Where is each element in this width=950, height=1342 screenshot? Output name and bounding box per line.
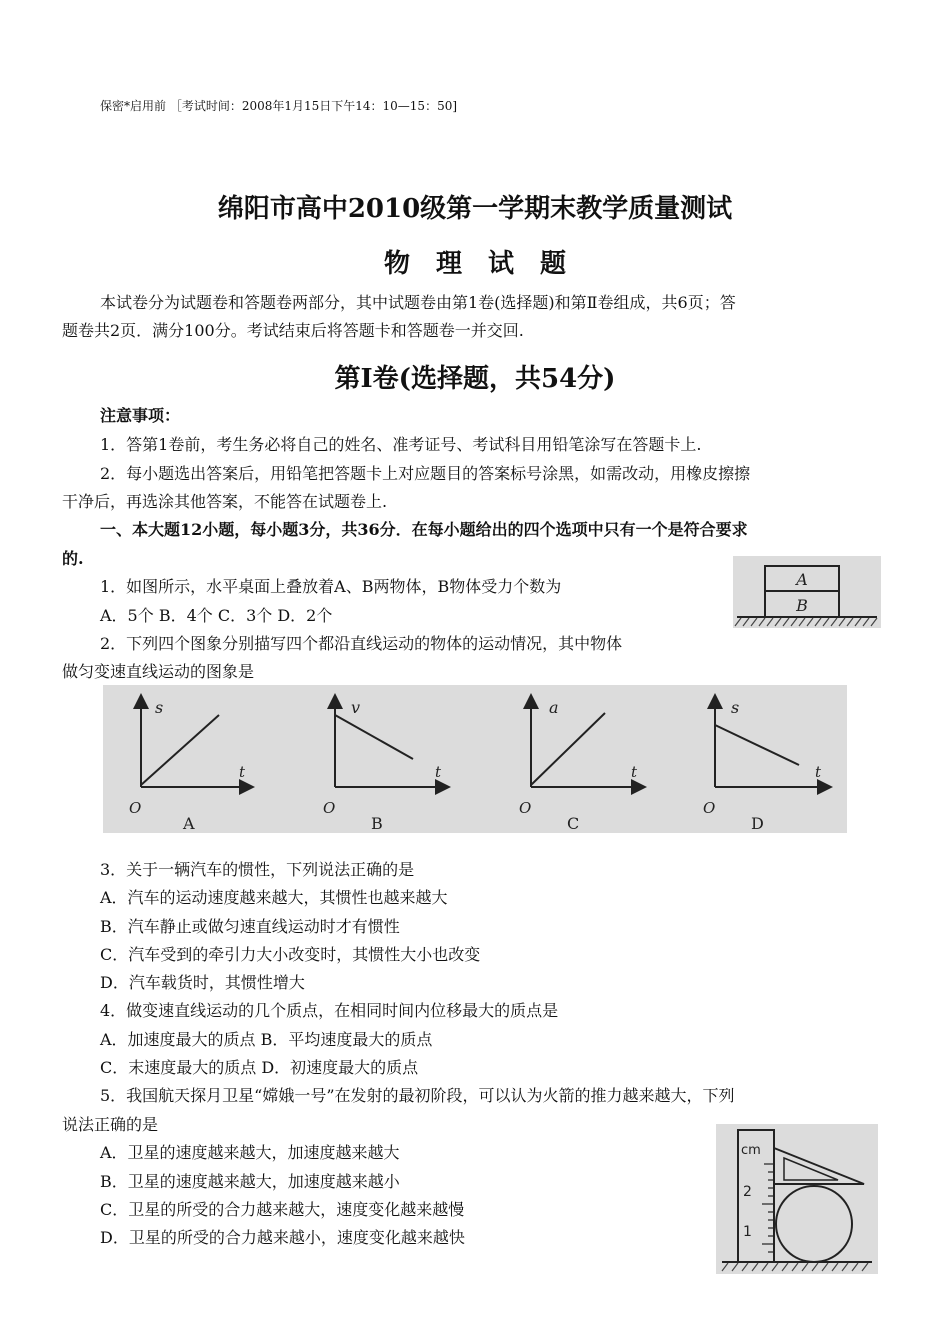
notice-item-2-line-1: 2．每小题选出答案后，用铅笔把答题卡上对应题目的答案标号涂黑，如需改动，用橡皮擦擦	[100, 464, 751, 483]
q5-ruler-circle-figure	[716, 1124, 878, 1274]
q2-motion-graphs-figure	[103, 685, 847, 833]
section-one-line-1: 一、本大题12小题，每小题3分，共36分．在每小题给出的四个选项中只有一个是符合要求	[100, 520, 748, 539]
graph-c-caption: C	[567, 814, 580, 833]
ruler-tick-1-label: 1	[743, 1224, 752, 1240]
q3-option-d: D．汽车载货时，其惯性增大	[100, 973, 305, 992]
graph-d-caption: D	[751, 814, 764, 833]
ruler-tick-2-label: 2	[743, 1184, 752, 1200]
q1-stacked-blocks-figure	[733, 556, 881, 628]
graph-c-origin: O	[519, 799, 532, 817]
exam-title: 绵阳市高中2010级第一学期末教学质量测试	[217, 194, 733, 224]
confidential-header: 保密*启用前 ［考试时间：2008年1月15日下午14：10—15：50]	[100, 99, 458, 113]
graph-c-y-label: a	[549, 698, 559, 717]
subject-title: 物理试题	[383, 249, 592, 279]
graph-c	[519, 697, 643, 833]
graph-a-origin: O	[129, 799, 142, 817]
graph-d	[703, 697, 829, 833]
q3-option-c: C．汽车受到的牵引力大小改变时，其惯性大小也改变	[100, 945, 481, 964]
block-b-label: B	[796, 596, 808, 615]
q3-option-b: B．汽车静止或做匀速直线运动时才有惯性	[100, 917, 400, 936]
graph-a-y-label: s	[155, 698, 164, 717]
q1-options: A．5个 B．4个 C．3个 D．2个	[100, 606, 333, 625]
graph-a-caption: A	[183, 814, 195, 833]
q4-stem: 4．做变速直线运动的几个质点，在相同时间内位移最大的质点是	[100, 1001, 559, 1020]
block-a-label: A	[796, 570, 808, 589]
q4-options-ab: A．加速度最大的质点 B．平均速度最大的质点	[100, 1030, 433, 1049]
graph-b-origin: O	[323, 799, 336, 817]
graph-c-x-label: t	[631, 763, 638, 781]
q2-stem-line-2: 做匀变速直线运动的图象是	[62, 662, 255, 681]
q5-option-b: B．卫星的速度越来越大，加速度越来越小	[100, 1172, 400, 1191]
ruler-unit-label: cm	[741, 1143, 761, 1158]
q5-option-d: D．卫星的所受的合力越来越小，速度变化越来越快	[100, 1228, 465, 1247]
intro-line-2: 题卷共2页．满分100分。考试结束后将答题卡和答题卷一并交回.	[62, 321, 524, 340]
notice-item-1: 1．答第1卷前，考生务必将自己的姓名、准考证号、考试科目用铅笔涂写在答题卡上.	[100, 435, 702, 454]
q5-stem-line-2: 说法正确的是	[62, 1115, 159, 1134]
graph-d-y-label: s	[731, 698, 740, 717]
graph-b-y-label: v	[351, 698, 361, 717]
q2-stem-line-1: 2．下列四个图象分别描写四个都沿直线运动的物体的运动情况，其中物体	[100, 634, 623, 653]
q5-option-c: C．卫星的所受的合力越来越大，速度变化越来越慢	[100, 1200, 465, 1219]
part-one-title: 第Ⅰ卷(选择题，共54分)	[334, 364, 616, 394]
q5-stem-line-1: 5．我国航天探月卫星“嫦娥一号”在发射的最初阶段，可以认为火箭的推力越来越大，下列	[100, 1086, 735, 1105]
section-one-line-2: 的.	[62, 549, 84, 568]
q1-stem: 1．如图所示，水平桌面上叠放着A、B两物体，B物体受力个数为	[100, 577, 562, 596]
notice-heading: 注意事项：	[100, 406, 181, 425]
graph-a	[129, 697, 251, 833]
graph-d-x-label: t	[815, 763, 822, 781]
graph-b-caption: B	[371, 814, 383, 833]
q3-option-a: A．汽车的运动速度越来越大，其惯性也越来越大	[100, 888, 448, 907]
intro-line-1: 本试卷分为试题卷和答题卷两部分，其中试题卷由第1卷(选择题)和第Ⅱ卷组成，共6页；答	[100, 293, 736, 312]
graph-b-x-label: t	[435, 763, 442, 781]
q5-option-a: A．卫星的速度越来越大，加速度越来越大	[100, 1143, 400, 1162]
graph-d-origin: O	[703, 799, 716, 817]
q4-options-cd: C．末速度最大的质点 D．初速度最大的质点	[100, 1058, 419, 1077]
q3-stem: 3．关于一辆汽车的惯性，下列说法正确的是	[100, 860, 415, 879]
notice-item-2-line-2: 干净后，再选涂其他答案，不能答在试题卷上.	[62, 492, 388, 511]
graph-b	[323, 697, 447, 833]
graph-a-x-label: t	[239, 763, 246, 781]
